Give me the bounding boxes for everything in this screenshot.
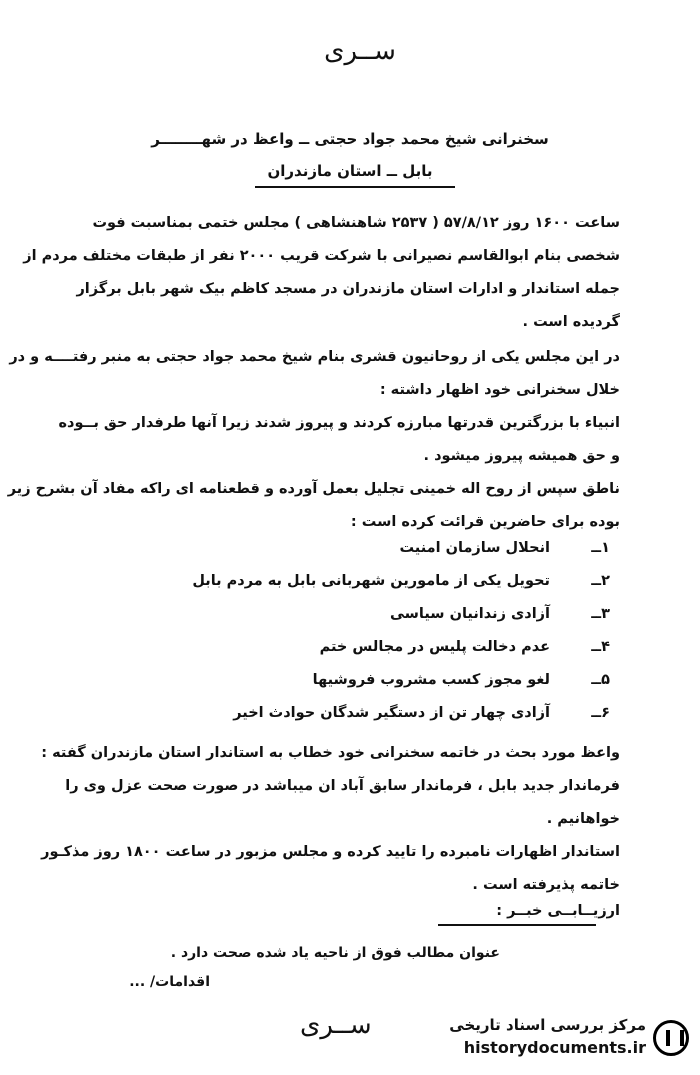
paragraph-6-line: استاندار اظهارات نامبرده را تایید کرده و مجلس مزبور در ساعت ۱۸۰۰ روز مذکـور xyxy=(41,844,620,860)
paragraph-1-line: ساعت ۱۶۰۰ روز ۵۷/۸/۱۲ ( ۲۵۳۷ شاهنشاهی ) مجلس ختمی بمناسبت فوت xyxy=(92,215,620,231)
paragraph-3-line: و حق همیشه پیروز میشود . xyxy=(423,448,620,464)
list-item-text: عدم دخالت پلیس در مجالس ختم xyxy=(319,639,550,655)
list-item xyxy=(170,639,610,672)
list-item-text: تحویل یکی از مامورین شهربانی بابل به مردم بابل xyxy=(192,573,550,589)
classification-stamp-top: ســری xyxy=(324,36,396,66)
paragraph-5-line: فرماندار جدید بابل ، فرماندار سابق آباد ان میباشد در صورت صحت عزل وی را xyxy=(65,778,620,794)
list-item xyxy=(170,705,610,738)
list-item-text: انحلال سازمان امنیت xyxy=(399,540,550,556)
paragraph-3-line: انبیاء با بزرگترین قدرتها مبارزه کردند و پیروز شدند زیرا آنها طرفدار حق بــوده xyxy=(58,415,620,431)
list-item-number: ۵ــ xyxy=(591,672,610,688)
list-item-text: آزادی چهار تن از دستگیر شدگان حوادث اخیر xyxy=(233,705,550,721)
news-evaluation-label: ارزیــابــی خبــر : xyxy=(496,903,620,919)
title-underline xyxy=(255,186,455,188)
paragraph-2-line: در این مجلس یکی از روحانیون قشری بنام شیخ محمد جواد حجتی به منبر رفتــــه و در xyxy=(9,349,620,365)
list-item-number: ۶ــ xyxy=(591,705,610,721)
paragraph-1-line: گردیده است . xyxy=(522,314,620,330)
list-item xyxy=(170,672,610,705)
paragraph-4 xyxy=(7,473,620,539)
archive-logo-icon xyxy=(653,1020,689,1056)
paragraph-5-line: خواهانیم . xyxy=(546,811,620,827)
evaluation-note: عنوان مطالب فوق از ناحیه یاد شده صحت دارد . xyxy=(170,945,500,961)
paragraph-4-line: بوده برای حاضرین قرائت کرده است : xyxy=(350,514,620,530)
watermark-persian-text: مرکز بررسی اسناد تاریخی xyxy=(449,1016,646,1034)
paragraph-5-line: واعظ مورد بحث در خاتمه سخنرانی خود خطاب به استاندار استان مازندران گفته : xyxy=(41,745,620,761)
paragraph-2-line: خلال سخنرانی خود اظهار داشته : xyxy=(379,382,620,398)
actions-label: اقدامات/ ... xyxy=(129,974,210,990)
list-item xyxy=(170,573,610,606)
list-item-number: ۲ــ xyxy=(591,573,610,589)
paragraph-3 xyxy=(50,407,620,473)
watermark-url-text: historydocuments.ir xyxy=(463,1038,646,1057)
list-item-number: ۱ــ xyxy=(591,540,610,556)
list-item xyxy=(170,540,610,573)
document-title-line1: سخنرانی شیخ محمد جواد حجتی ــ واعظ در شهــــــــر xyxy=(151,130,549,148)
paragraph-1-line: جمله استاندار و ادارات استان مازندران در مسجد کاظم بیک شهر بابل برگزار xyxy=(76,281,620,297)
resolution-list xyxy=(170,540,610,738)
classification-stamp-bottom: ســری xyxy=(300,1010,372,1040)
paragraph-2 xyxy=(9,341,620,407)
list-item-number: ۴ــ xyxy=(591,639,610,655)
paragraph-1-line: شخصی بنام ابوالقاسم نصیرانی با شرکت قریب ۲۰۰۰ نفر از طبقات مختلف مردم از xyxy=(23,248,620,264)
paragraph-4-line: ناطق سپس از روح اله خمینی تجلیل بعمل آورده و قطعنامه ای راکه مفاد آن بشرح زیر xyxy=(7,481,620,497)
archive-watermark xyxy=(428,1012,690,1064)
list-item xyxy=(170,606,610,639)
paragraph-5 xyxy=(41,737,620,836)
paragraph-6 xyxy=(41,836,620,902)
list-item-text: آزادی زندانیان سیاسی xyxy=(390,606,550,622)
evaluation-underline xyxy=(438,924,596,926)
paragraph-6-line: خاتمه پذیرفته است . xyxy=(472,877,620,893)
list-item-number: ۳ــ xyxy=(591,606,610,622)
list-item-text: لغو مجوز کسب مشروب فروشیها xyxy=(312,672,550,688)
document-title-line2: بابل ــ استان مازندران xyxy=(267,162,433,180)
paragraph-1 xyxy=(23,207,620,339)
